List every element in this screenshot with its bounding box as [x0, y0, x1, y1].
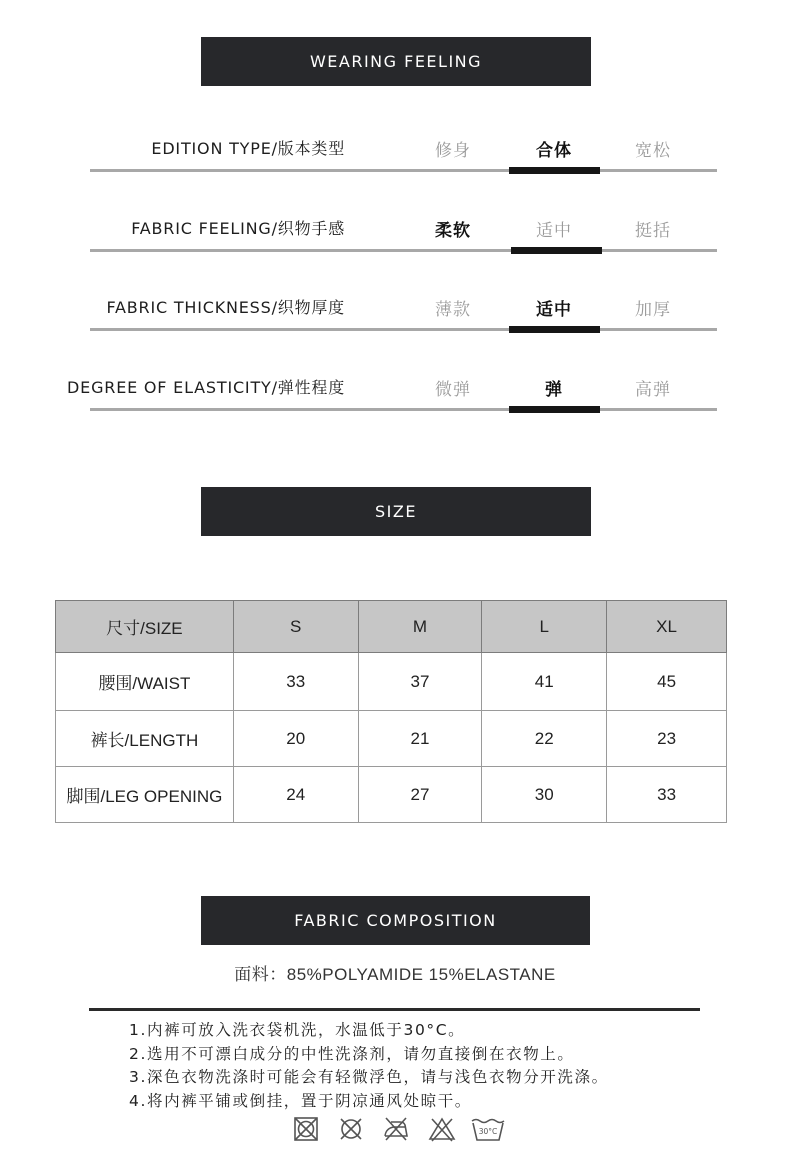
care-line: 2.选用不可漂白成分的中性洗涤剂，请勿直接倒在衣物上。 — [129, 1044, 575, 1063]
feel-row-edition-type — [90, 132, 717, 172]
table-cell: 27 — [358, 767, 482, 823]
wearing-feeling-title: WEARING FEELING — [309, 52, 483, 71]
size-banner — [201, 487, 591, 536]
header-cell: 尺寸/SIZE — [56, 601, 234, 653]
feel-row-elasticity — [67, 371, 717, 411]
table-cell: 24 — [233, 767, 358, 823]
care-line: 3.深色衣物洗涤时可能会有轻微浮色，请与浅色衣物分开洗涤。 — [129, 1068, 609, 1086]
feel-selected-marker — [511, 247, 602, 254]
feel-label: FABRIC THICKNESS/织物厚度 — [106, 298, 345, 317]
size-table-header — [56, 601, 727, 653]
feel-option-selected: 弹 — [545, 380, 563, 400]
feel-row-fabric-thickness — [90, 291, 717, 331]
feel-selected-marker — [509, 167, 600, 174]
table-cell: 30 — [482, 767, 607, 823]
care-line: 1.内裤可放入洗衣袋机洗，水温低于30°C。 — [129, 1021, 466, 1039]
table-cell: 21 — [358, 711, 482, 767]
composition-text: 面料：85%POLYAMIDE 15%ELASTANE — [234, 965, 556, 984]
table-cell: 45 — [607, 653, 727, 711]
feel-scale-line — [90, 249, 717, 252]
wash-30-icon — [470, 1116, 506, 1144]
feel-scale-line — [90, 169, 717, 172]
feel-option-selected: 合体 — [536, 141, 572, 161]
row-label: 腰围/WAIST — [56, 653, 234, 711]
feel-option-selected: 适中 — [536, 221, 572, 241]
table-cell: 33 — [233, 653, 358, 711]
size-table — [55, 600, 727, 823]
feel-selected-marker — [509, 406, 600, 413]
care-line: 4.将内裤平铺或倒挂，置于阴凉通风处晾干。 — [129, 1091, 472, 1110]
feel-option: 宽松 — [635, 141, 671, 161]
fabric-composition-title: FABRIC COMPOSITION — [294, 911, 497, 930]
feel-option-selected: 适中 — [536, 300, 572, 320]
header-cell: S — [233, 601, 358, 653]
care-instructions — [129, 1019, 609, 1113]
header-cell: M — [358, 601, 482, 653]
no-tumble-dry-icon — [293, 1116, 319, 1142]
feel-option: 柔软 — [435, 221, 471, 241]
feel-option: 高弹 — [635, 380, 671, 400]
feel-option: 加厚 — [635, 300, 671, 320]
table-row — [56, 653, 727, 711]
no-dry-clean-icon — [338, 1116, 364, 1142]
table-cell: 23 — [607, 711, 727, 767]
table-cell: 33 — [607, 767, 727, 823]
table-cell: 22 — [482, 711, 607, 767]
feel-scale-line — [90, 408, 717, 411]
table-row — [56, 767, 727, 823]
wearing-feeling-banner — [201, 37, 591, 86]
feel-option: 薄款 — [435, 300, 471, 320]
feel-label: FABRIC FEELING/织物手感 — [131, 219, 345, 238]
divider — [89, 1008, 700, 1011]
table-cell: 20 — [233, 711, 358, 767]
feel-row-fabric-feeling — [90, 212, 717, 252]
header-cell: L — [482, 601, 607, 653]
feel-option: 修身 — [435, 141, 471, 161]
table-cell: 41 — [482, 653, 607, 711]
feel-option: 挺括 — [635, 221, 671, 241]
table-row — [56, 711, 727, 767]
feel-label: EDITION TYPE/版本类型 — [151, 139, 345, 158]
wash-temp-label: 30°C — [478, 1127, 498, 1136]
table-cell: 37 — [358, 653, 482, 711]
feel-selected-marker — [509, 326, 600, 333]
no-bleach-icon — [428, 1116, 456, 1142]
feel-label: DEGREE OF ELASTICITY/弹性程度 — [67, 378, 345, 397]
size-title: SIZE — [375, 502, 417, 521]
feel-option: 微弹 — [435, 380, 471, 400]
feel-scale-line — [90, 328, 717, 331]
row-label: 脚围/LEG OPENING — [56, 767, 234, 823]
header-cell: XL — [607, 601, 727, 653]
no-iron-icon — [382, 1116, 410, 1142]
fabric-composition-banner — [201, 896, 590, 945]
row-label: 裤长/LENGTH — [56, 711, 234, 767]
